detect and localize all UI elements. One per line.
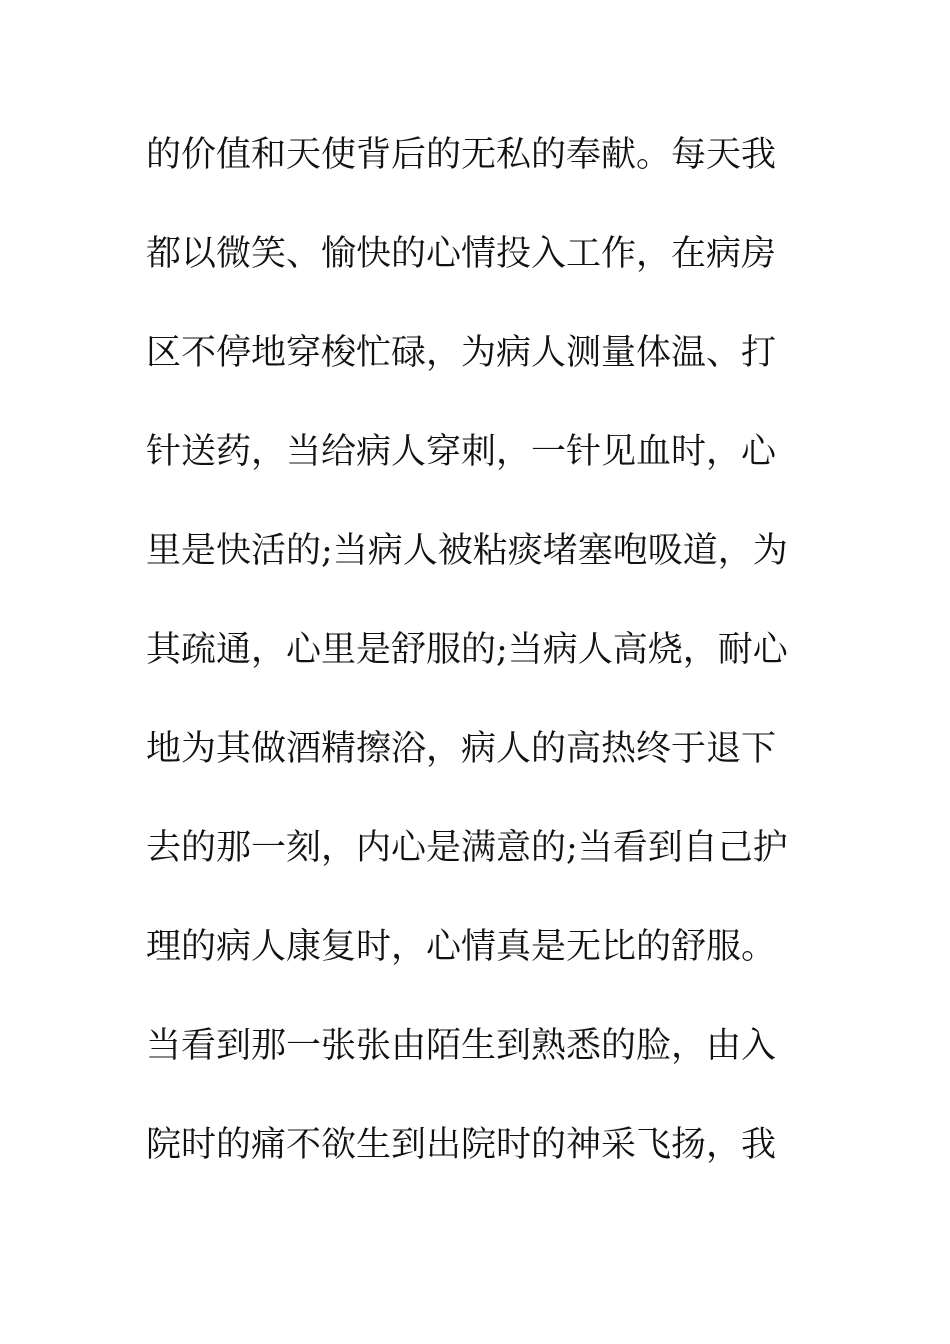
- text-line: 都以微笑、愉快的心情投入工作，在病房: [146, 234, 777, 274]
- text-line: 区不停地穿梭忙碌，为病人测量体温、打: [146, 333, 777, 373]
- text-line: 针送药，当给病人穿刺，一针见血时，心: [146, 432, 777, 472]
- text-line: 的价值和天使背后的无私的奉献。每天我: [146, 135, 777, 175]
- body-text: [146, 130, 806, 1219]
- text-line: 当看到那一张张由陌生到熟悉的脸，由入: [146, 1026, 777, 1066]
- text-line: 地为其做酒精擦浴，病人的高热终于退下: [146, 729, 777, 769]
- text-line: 里是快活的;当病人被粘痰堵塞咆吸道，为: [146, 531, 788, 571]
- text-line: 理的病人康复时，心情真是无比的舒服。: [146, 927, 777, 967]
- text-line: 去的那一刻，内心是满意的;当看到自己护: [146, 828, 788, 868]
- text-line: 院时的痛不欲生到出院时的神采飞扬，我: [146, 1125, 777, 1165]
- text-line: 其疏通，心里是舒服的;当病人高烧，耐心: [146, 630, 788, 670]
